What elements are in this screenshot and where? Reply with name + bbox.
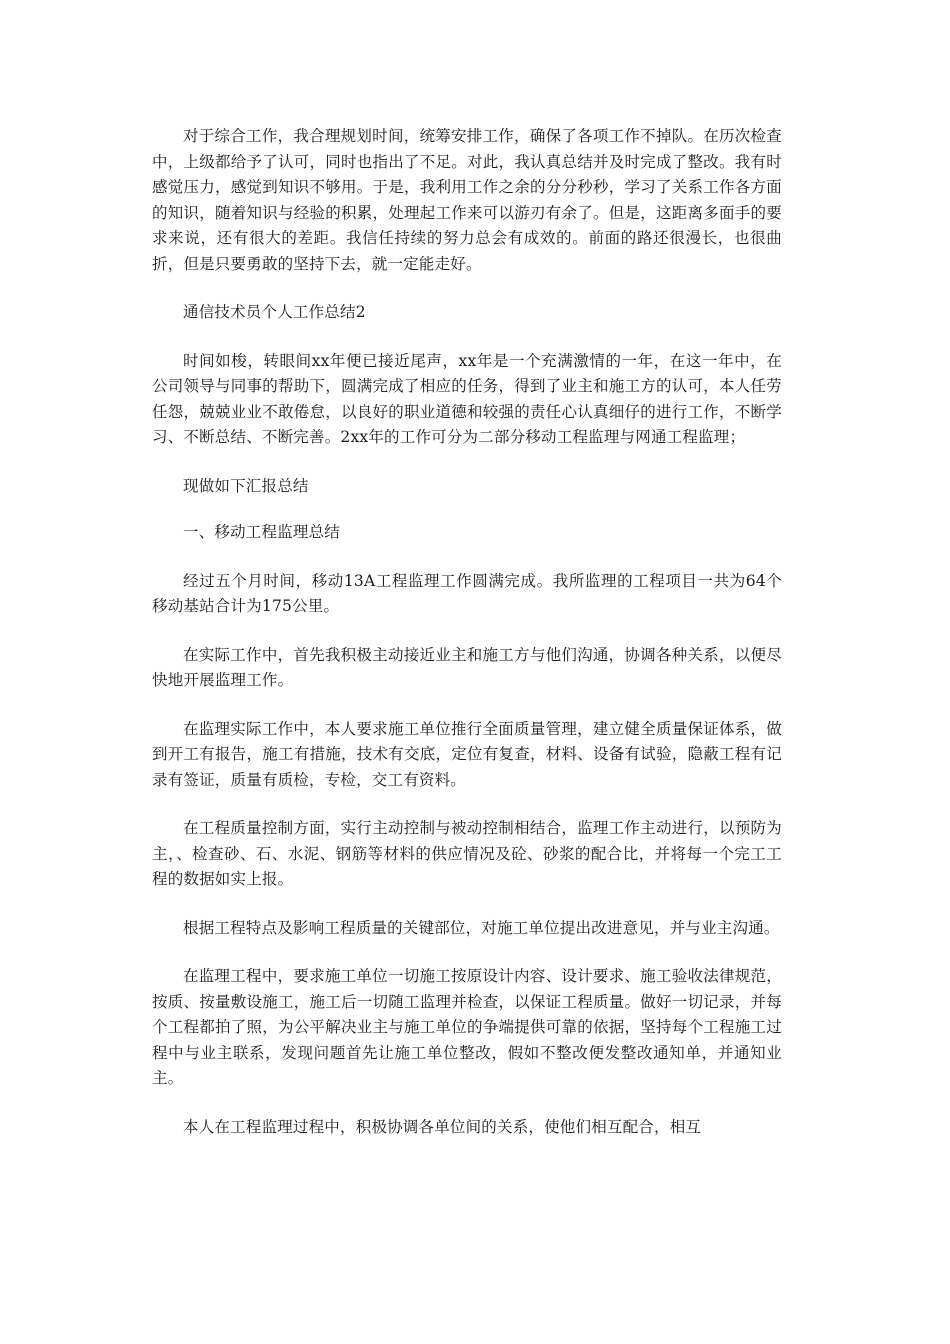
paragraph-report-lead: 现做如下汇报总结	[183, 476, 309, 495]
paragraph-communication: 在实际工作中，首先我积极主动接近业主和施工方与他们沟通，协调各种关系，以便尽快地开展监理工作。	[152, 645, 782, 689]
paragraph-comprehensive-work: 对于综合工作，我合理规划时间，统筹安排工作，确保了各项工作不掉队。在历次检查中，上级都给予了认可，同时也指出了不足。对此，我认真总结并及时完成了整改。我有时感觉压力，感觉到知识不够用。于是，我利用工作之余的分分秒秒，学习了关系工作各方面的知识，随着知识与经验的积累，处理起工作来可以游刃有余了。但是，这距离多面手的要求来说，还有很大的差距。我信任持续的努力总会有成效的。前面的路还很漫长，也很曲折，但是只要勇敢的坚持下去，就一定能走好。	[152, 127, 782, 273]
paragraph-quality-control: 在工程质量控制方面，实行主动控制与被动控制相结合，监理工作主动进行，以预防为主，、检查砂、石、水泥、钢筋等材料的供应情况及砼、砂浆的配合比，并将每一个完工工程的数据如实上报。	[152, 819, 782, 888]
paragraph-intro: 时间如梭，转眼间xx年便已接近尾声，xx年是一个充满激情的一年，在这一年中，在公司领导与同事的帮助下，圆满完成了相应的任务，得到了业主和施工方的认可，本人任劳任怨，兢兢业业不敢倦怠，以良好的职业道德和较强的责任心认真细仔的进行工作，不断学习、不断总结、不断完善。2xx年的工作可分为二部分移动工程监理与网通工程监理；	[152, 351, 782, 446]
subheading-mobile-supervision: 一、移动工程监理总结	[183, 523, 341, 541]
paragraph-improvement: 根据工程特点及影响工程质量的关键部位，对施工单位提出改进意见，并与业主沟通。	[183, 918, 780, 937]
paragraph-quality-management: 在监理实际工作中，本人要求施工单位推行全面质量管理，建立健全质量保证体系，做到开工有报告，施工有措施，技术有交底，定位有复查，材料、设备有试验，隐蔽工程有记录有签证，质量有质检，专检，交工有资料。	[152, 719, 782, 789]
document-body	[152, 124, 782, 1140]
paragraph-coordination: 本人在工程监理过程中，积极协调各单位间的关系，使他们相互配合，相互	[183, 1117, 702, 1136]
paragraph-construction-requirements: 在监理工程中，要求施工单位一切施工按原设计内容、设计要求、施工验收法律规范，按质、按量敷设施工，施工后一切随工监理并检查，以保证工程质量。做好一切记录，并每个工程都拍了照，为公平解决业主与施工单位的争端提供可靠的依据，坚持每个工程施工过程中与业主联系，发现问题首先让施工单位整改，假如不整改便发整改通知单，并通知业主。	[152, 967, 782, 1087]
section-title: 通信技术员个人工作总结2	[183, 303, 366, 321]
paragraph-project-scope: 经过五个月时间，移动13A工程监理工作圆满完成。我所监理的工程项目一共为64个移动基站合计为175公里。	[152, 571, 782, 615]
